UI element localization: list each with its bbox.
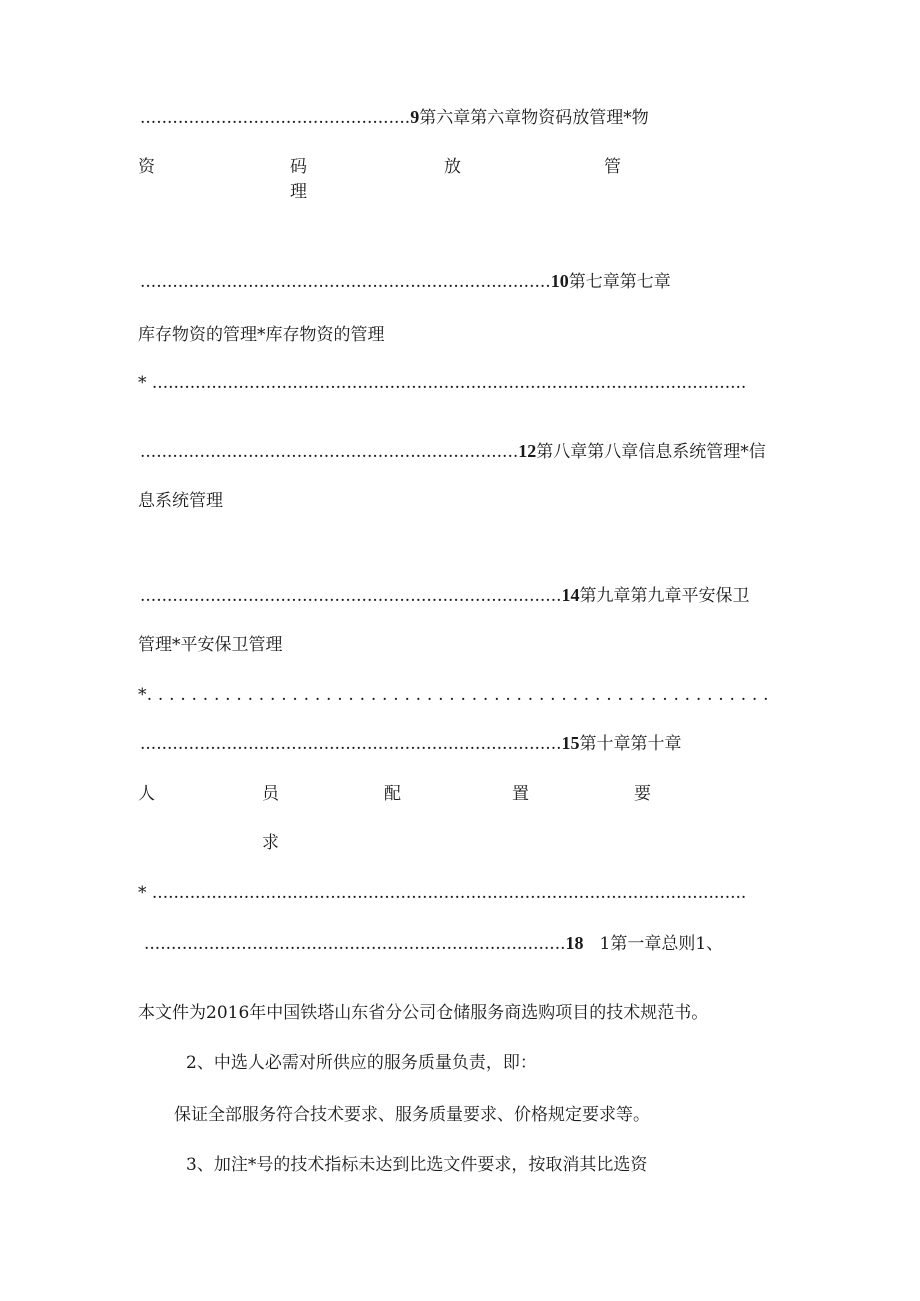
toc-entry-text: 第七章第七章 xyxy=(568,272,671,292)
toc-entry-continuation: 管理*平安保卫管理 xyxy=(138,635,283,655)
toc-entry-continuation: 库存物资的管理*库存物资的管理 xyxy=(138,325,385,345)
toc-entry-text: 第九章第九章平安保卫 xyxy=(579,586,750,606)
spread-char: 置 xyxy=(512,784,529,804)
toc-page-number: 10 xyxy=(550,271,569,291)
toc-page-number: 9 xyxy=(410,107,420,127)
toc-entry-chapter-8 xyxy=(140,440,766,463)
spread-char-wrap: 理 xyxy=(290,182,307,202)
spread-char: 码 xyxy=(290,157,307,177)
toc-leader-dots: .............................................................................. xyxy=(140,586,562,606)
toc-entry-chapter-7 xyxy=(140,270,671,293)
toc-page-number: 18 xyxy=(565,933,584,953)
spread-char: 管 xyxy=(604,157,621,177)
toc-leader-dots: .............................................................................. xyxy=(140,734,562,754)
toc-entry-chapter-10 xyxy=(140,732,682,755)
toc-entry-chapter-6 xyxy=(140,106,649,129)
toc-entry-text: 第十章第十章 xyxy=(579,734,682,754)
spread-char: 配 xyxy=(384,784,401,804)
toc-entry-text: 第八章第八章信息系统管理*信 xyxy=(536,442,766,462)
toc-page-number: 15 xyxy=(561,733,580,753)
spread-char-wrap: 求 xyxy=(262,833,279,853)
toc-leader-dots: ...................................................................... xyxy=(140,442,519,462)
spread-char: 员 xyxy=(262,784,279,804)
spread-char: 资 xyxy=(138,157,155,177)
toc-leader-line: * .............................................................................................................. xyxy=(138,883,747,903)
toc-page-number: 14 xyxy=(561,585,580,605)
toc-leader-dots: ............................................................................ xyxy=(140,272,551,292)
toc-leader-dots: .................................................. xyxy=(140,108,411,128)
body-paragraph-2: 2、中选人必需对所供应的服务质量负责，即： xyxy=(186,1053,537,1073)
toc-entry-text: 第六章第六章物资码放管理*物 xyxy=(419,108,649,128)
body-paragraph-1: 本文件为2016年中国铁塔山东省分公司仓储服务商选购项目的技术规范书。 xyxy=(138,1003,709,1023)
toc-page-number: 12 xyxy=(518,441,537,461)
toc-leader-line: * .............................................................................................................. xyxy=(138,373,747,393)
spread-char: 人 xyxy=(138,784,155,804)
spread-char: 放 xyxy=(444,157,461,177)
spread-char: 要 xyxy=(634,784,651,804)
body-paragraph-4: 3、加注*号的技术指标未达到比选文件要求，按取消其比选资 xyxy=(186,1155,648,1175)
toc-leader-line: *. . . . . . . . . . . . . . . . . . . . . . . . . . . . . . . . . . . . . . . . . . . . . . . . . . . . . . . . xyxy=(138,685,769,705)
toc-entry-chapter-1 xyxy=(144,932,723,955)
toc-entry-continuation: 息系统管理 xyxy=(138,491,223,511)
toc-leader-dots: .............................................................................. xyxy=(144,934,566,954)
body-paragraph-3: 保证全部服务符合技术要求、服务质量要求、价格规定要求等。 xyxy=(174,1105,650,1125)
toc-entry-text: 1第一章总则1、 xyxy=(599,934,724,954)
toc-entry-chapter-9 xyxy=(140,584,750,607)
